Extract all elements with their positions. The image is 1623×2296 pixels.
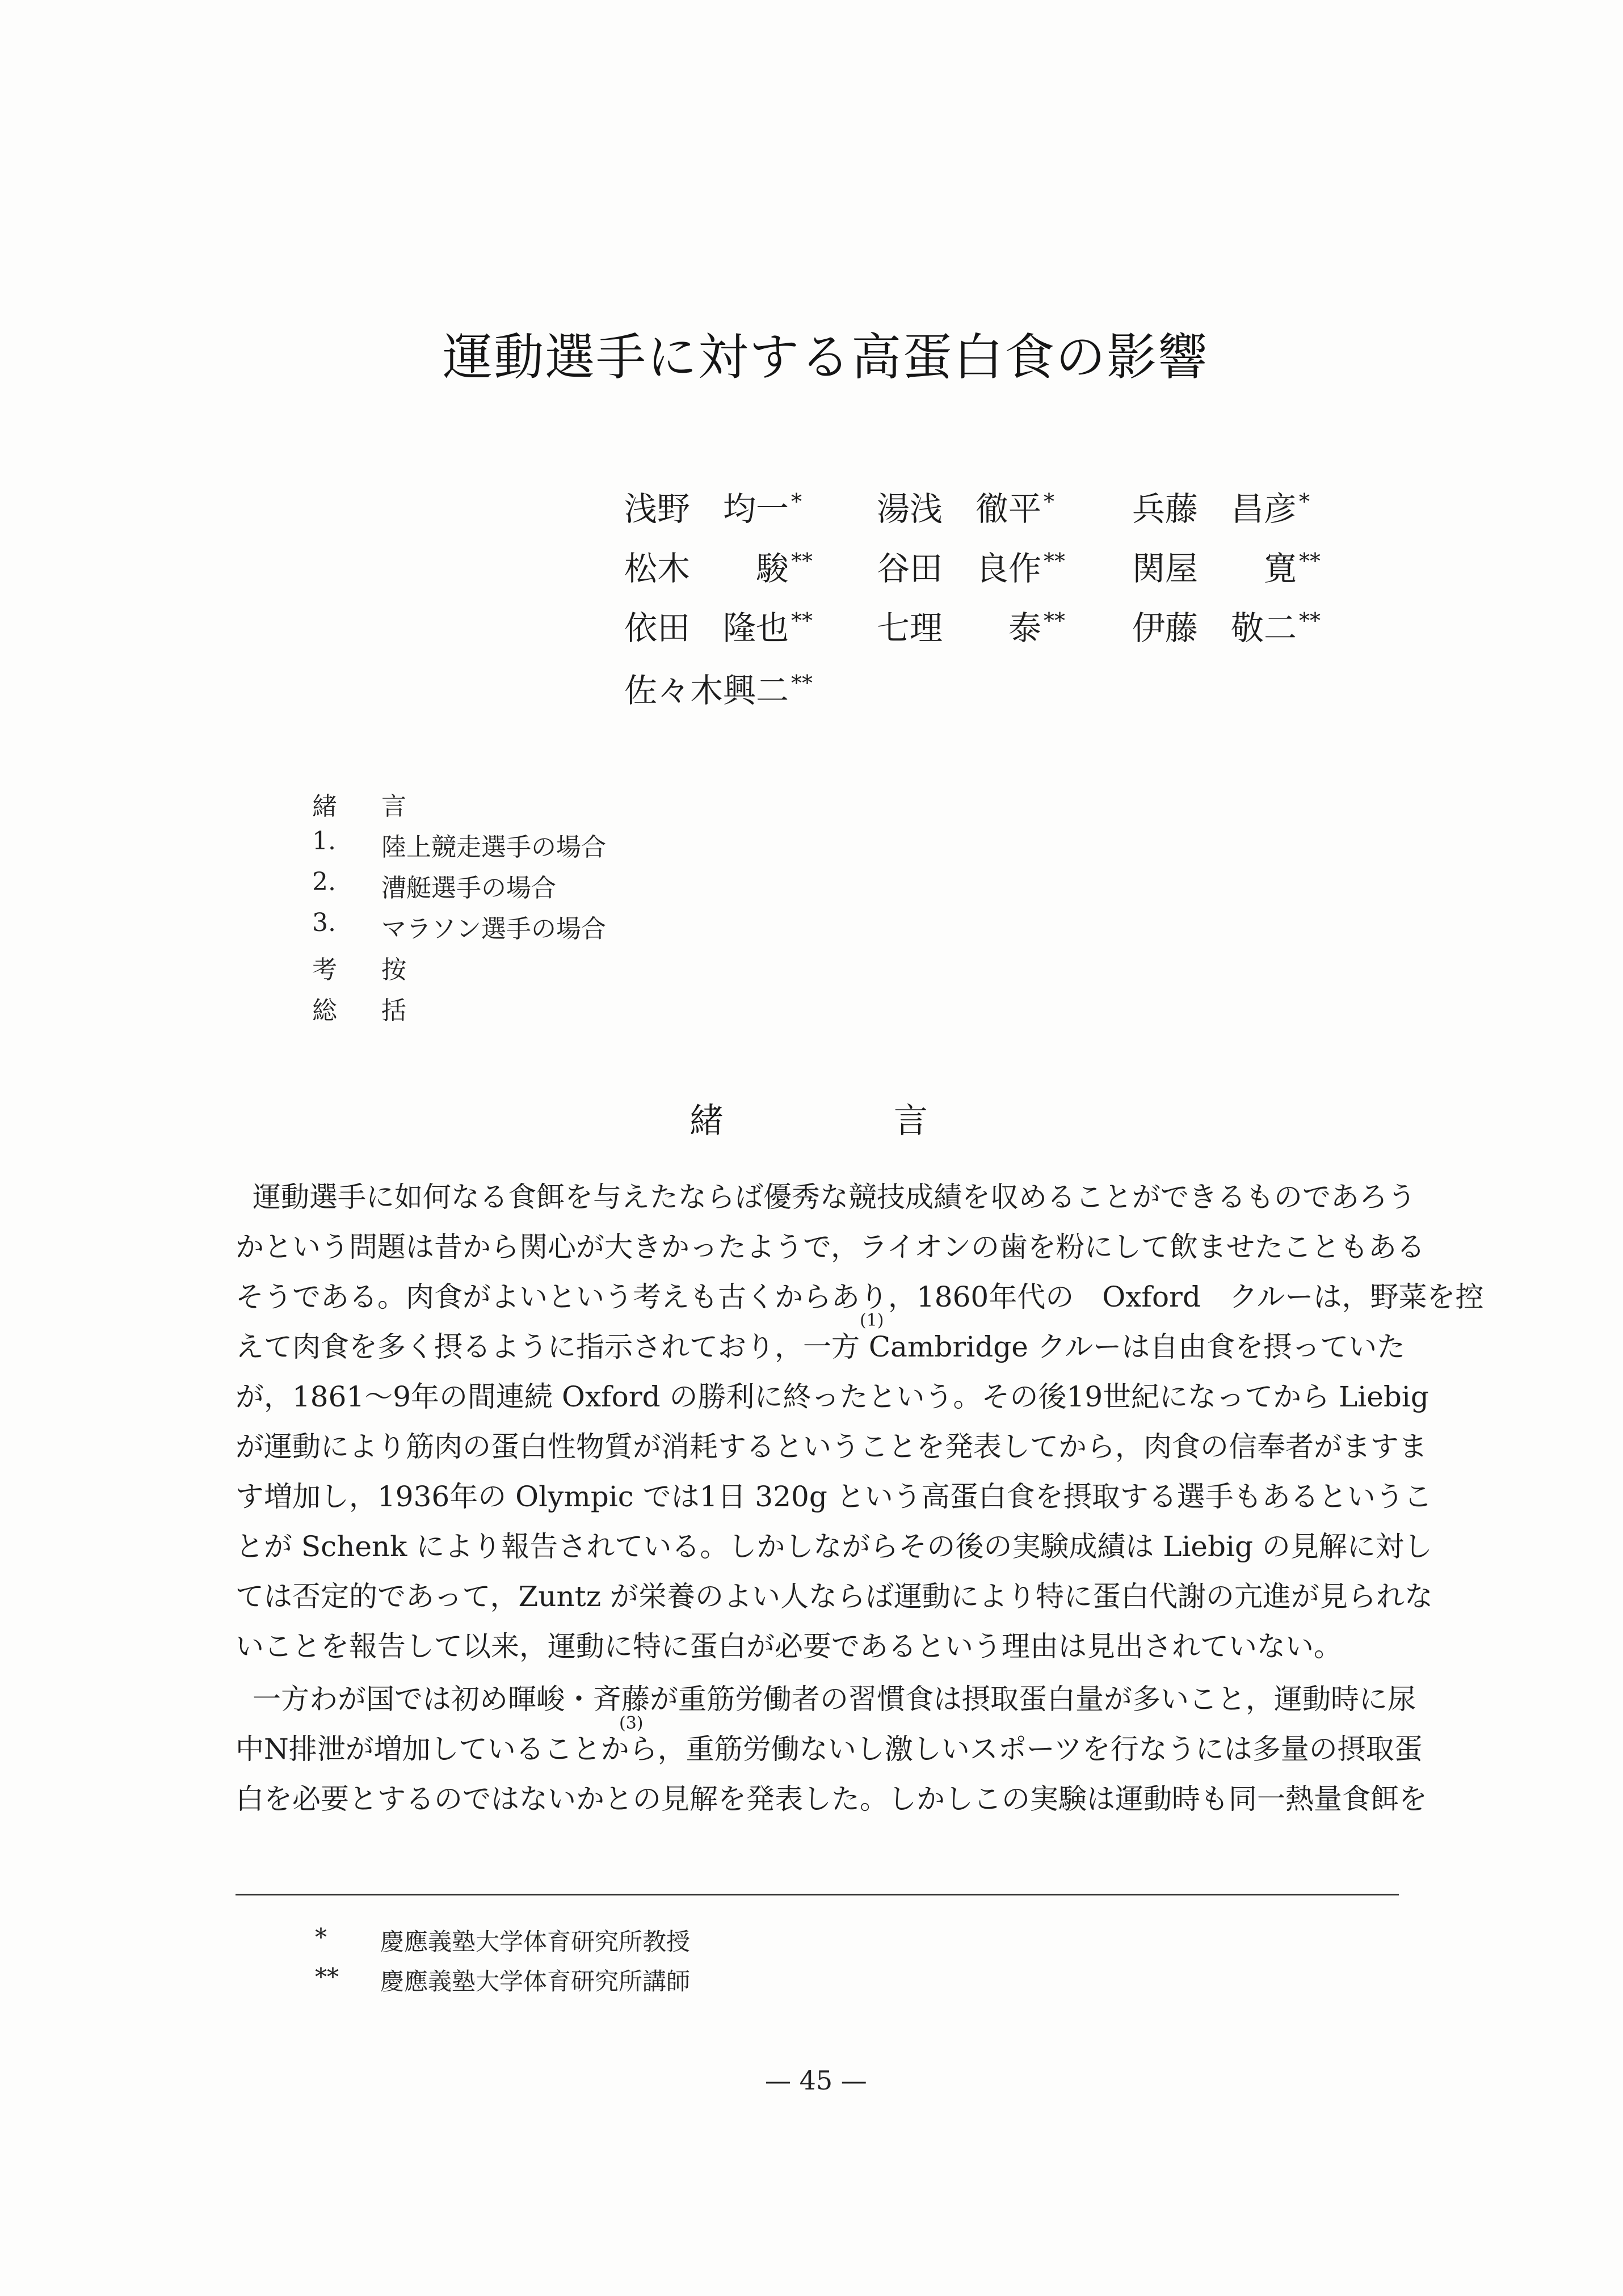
author-name: 谷田 良作 **: [877, 548, 1066, 588]
author-name: 依田 隆也 **: [624, 608, 813, 647]
body-line: 一方わが国では初め暉峻・斉藤が重筋労働者の習慣食は摂取蛋白量が多いこと，運動時に尿: [253, 1683, 1416, 1716]
body-line: とが Schenk により報告されている。しかしながらその後の実験成績は Liebig の見解に対し: [236, 1530, 1432, 1563]
reference-mark: (1): [860, 1311, 884, 1330]
section-heading: 緒 言: [689, 1101, 928, 1141]
footnote-divider: [236, 1894, 1399, 1895]
author-name: 七理 泰 **: [877, 608, 1066, 647]
body-line: 白を必要とするのではないかとの見解を発表した。しかしこの実験は運動時も同一熱量食餌を: [236, 1783, 1427, 1815]
body-line: ては否定的であって，Zuntz が栄養のよい人ならば運動により特に蛋白代謝の亢進が見られな: [236, 1580, 1433, 1613]
author-name: 松木 駿 **: [624, 548, 813, 588]
body-line: 運動選手に如何なる食餌を与えたならば優秀な競技成績を収めることができるものであろう: [253, 1181, 1416, 1214]
body-line: が運動により筋肉の蛋白性物質が消耗するということを発表してから，肉食の信奉者がますま: [236, 1430, 1427, 1463]
body-line: いことを報告して以来，運動に特に蛋白が必要であるという理由は見出されていない。: [236, 1630, 1342, 1663]
paper-title: 運動選手に対する高蛋白食の影響: [443, 328, 1209, 386]
paper-page: 運動選手に対する高蛋白食の影響 浅野 均一 * 湯浅 徹平 * 兵藤 昌彦 * 松木 駿 ** 谷田 良作 ** 関屋 寛 ** 依田 隆也 ** 七理 泰 ** 伊藤 敬二 ** 佐々木興二 ** 緒 言 1. 陸上競走選手の場合 2. 漕艇選手の場合 3. マラソン選手の場合 考 按 総 括 緒 言 運動選手に如何なる食餌を与えたならば優秀な競技成績を収めることができるものであろう かという問題は昔から関心が大きかったようで，ライオンの歯を粉にして飲ませたこともある そうである。肉食がよいという考えも古くからあり，1860年代の Oxford クルーは，野菜を控 (1) えて肉食を多く摂るように指示されており，一方 Cambridge クルーは自由食を摂っていた が，1861～9年の間連続 Oxford の勝利に終ったという。その後19世紀になってから Liebig が運動により筋肉の蛋白性物質が消耗するということを発表してから，肉食の信奉者がますま す増加し，1936年の Olympic では1日 320g という高蛋白食を摂取する選手もあるというこ とが Schenk により報告されている。しかしながらその後の実験成績は Liebig の見解に対し ては否定的であって，Zuntz が栄養のよい人ならば運動により特に蛋白代謝の亢進が見られな いことを報告して以来，運動に特に蛋白が必要であるという理由は見出されていない。 一方わが国では初め暉峻・斉藤が重筋労働者の習慣食は摂取蛋白量が多いこと，運動時に尿 (3) 中N排泄が増加していることから，重筋労働ないし激しいスポーツを行なうには多量の摂取蛋 白を必要とするのではないかとの見解を発表した。しかしこの実験は運動時も同一熱量食餌を * 慶應義塾大学体育研究所教授 ** 慶應義塾大学体育研究所講師 — 45 —: [0, 0, 1623, 2296]
author-name: 伊藤 敬二 **: [1132, 608, 1321, 647]
author-name: 関屋 寛 **: [1132, 548, 1321, 588]
body-line: えて肉食を多く摂るように指示されており，一方 Cambridge クルーは自由食を摂っていた: [236, 1330, 1406, 1363]
body-line: かという問題は昔から関心が大きかったようで，ライオンの歯を粉にして飲ませたこともある: [236, 1231, 1425, 1263]
body-line: が，1861～9年の間連続 Oxford の勝利に終ったという。その後19世紀になってから Liebig: [236, 1380, 1429, 1413]
author-name: 湯浅 徹平 *: [877, 488, 1055, 528]
author-name: 兵藤 昌彦 *: [1132, 488, 1310, 528]
author-name: 佐々木興二 **: [624, 670, 813, 710]
reference-mark: (3): [619, 1713, 644, 1733]
body-line: す増加し，1936年の Olympic では1日 320g という高蛋白食を摂取する選手もあるというこ: [236, 1480, 1432, 1513]
author-name: 浅野 均一 *: [624, 488, 802, 528]
body-line: そうである。肉食がよいという考えも古くからあり，1860年代の Oxford クルーは，野菜を控: [236, 1280, 1484, 1313]
body-line: 中N排泄が増加していることから，重筋労働ないし激しいスポーツを行なうには多量の摂取蛋: [236, 1733, 1423, 1766]
page-number: — 45 —: [765, 2065, 867, 2096]
